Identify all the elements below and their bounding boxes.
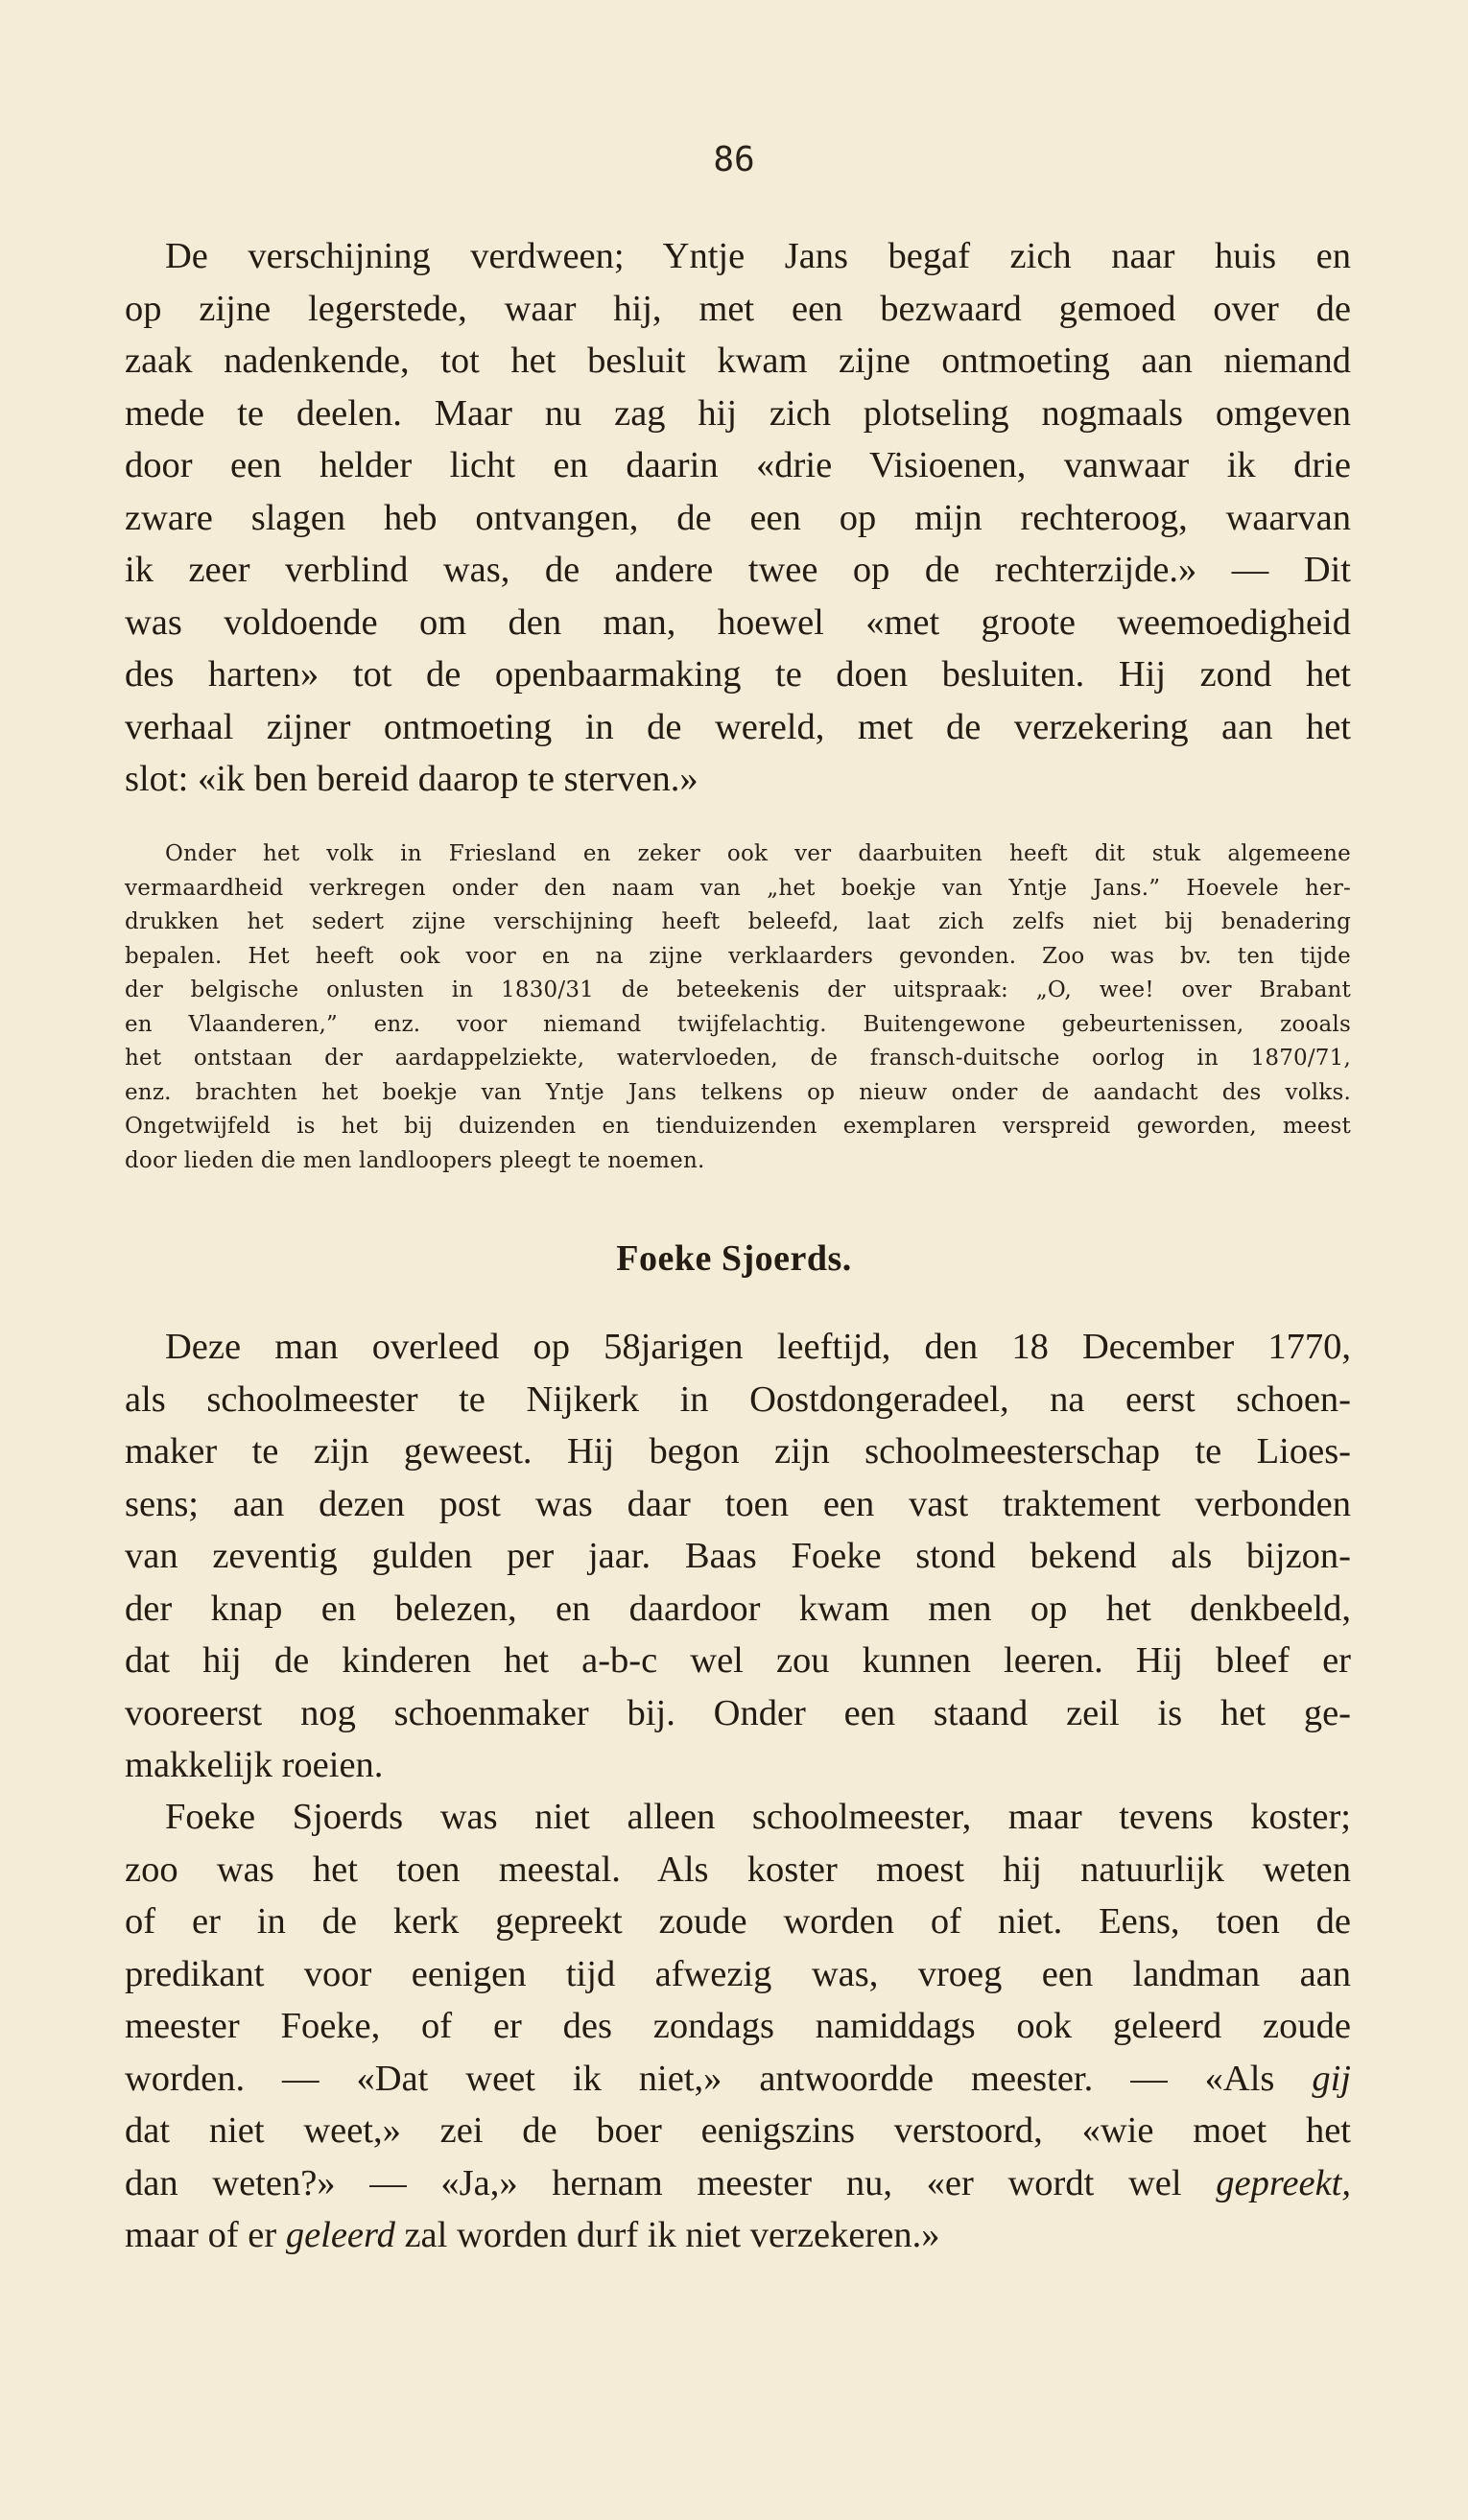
text-line: De verschijning verdween; Yntje Jans begaf zich naar huis en [165,236,1351,276]
text-line: meester Foeke, of er des zondags namiddags ook geleerd zoude [125,2006,1351,2046]
text-line: slot: «ik ben bereid daarop te sterven.» [125,759,698,799]
section-heading: Foeke Sjoerds. [616,1238,852,1279]
note-line: Ongetwijfeld is het bij duizenden en tienduizenden exemplaren verspreid geworden, meest [125,1114,1351,1139]
paragraph-3 [125,1791,1351,2262]
footnote-block [125,837,1351,1178]
text-line: predikant voor eenigen tijd afwezig was, vroeg een landman aan [125,1953,1351,1994]
note-line: en Vlaanderen,” enz. voor niemand twijfelachtig. Buitengewone gebeurtenissen, zooals [125,1011,1351,1037]
note-line: het ontstaan der aardappelziekte, watervloeden, de fransch-duitsche oorlog in 1870/71, [125,1046,1351,1071]
note-line: drukken het sedert zijne verschijning heeft beleefd, laat zich zelfs niet bij benadering [125,909,1351,934]
text-line: maker te zijn geweest. Hij begon zijn schoolmeesterschap te Lioes- [125,1431,1351,1472]
text-line: des harten» tot de openbaarmaking te doen besluiten. Hij zond het [125,654,1351,695]
text-line: zoo was het toen meestal. Als koster moest hij natuurlijk weten [125,1849,1351,1890]
text-line: zaak nadenkende, tot het besluit kwam zijne ontmoeting aan niemand [125,341,1351,381]
text-line [125,2209,1351,2262]
note-line: bepalen. Het heeft ook voor en na zijne verklaarders gevonden. Zoo was bv. ten tijde [125,943,1351,969]
paragraph-1 [125,230,1351,806]
text-line: verhaal zijner ontmoeting in de wereld, met de verzekering aan het [125,706,1351,747]
note-line: vermaardheid verkregen onder den naam van „het boekje van Yntje Jans.” Hoevele her- [125,875,1351,901]
text-line: als schoolmeester te Nijkerk in Oostdongeradeel, na eerst schoen- [125,1378,1351,1420]
text-line: op zijne legerstede, waar hij, met een bezwaard gemoed over de [125,288,1351,329]
text-segment: zal worden durf ik niet verzekeren.» [404,2215,940,2255]
italic-word: gepreekt, [1216,2162,1351,2203]
text-segment: dan weten?» — «Ja,» hernam meester nu, «er wordt wel [125,2162,1182,2203]
text-line [125,2053,1351,2106]
note-line: der belgische onlusten in 1830/31 de beteekenis der uitspraak: „O, wee! over Brabant [125,977,1351,1002]
text-line: dat niet weet,» zei de boer eenigszins verstoord, «wie moet het [125,2110,1351,2151]
text-line: ik zeer verblind was, de andere twee op de rechterzijde.» — Dit [125,550,1351,590]
text-line: door een helder licht en daarin «drie Visioenen, vanwaar ik drie [125,445,1351,485]
text-line: Foeke Sjoerds was niet alleen schoolmeester, maar tevens koster; [165,1797,1351,1837]
text-line: zware slagen heb ontvangen, de een op mijn rechteroog, waarvan [125,497,1351,538]
italic-word: gij [1312,2058,1351,2099]
text-line: of er in de kerk gepreekt zoude worden of niet. Eens, toen de [125,1901,1351,1942]
paragraph-2 [125,1321,1351,1792]
note-line: door lieden die men landloopers pleegt te noemen. [125,1147,705,1173]
text-line: dat hij de kinderen het a-b-c wel zou kunnen leeren. Hij bleef er [125,1640,1351,1681]
text-line: der knap en belezen, en daardoor kwam men op het denkbeeld, [125,1588,1351,1629]
page-number: 86 [713,140,755,179]
note-line: Onder het volk in Friesland en zeker ook ver daarbuiten heeft dit stuk algemeene [165,841,1351,866]
note-line: enz. brachten het boekje van Yntje Jans telkens op nieuw onder de aandacht des volks. [125,1079,1351,1105]
text-line: van zeventig gulden per jaar. Baas Foeke stond bekend als bijzon- [125,1536,1351,1576]
text-line: Deze man overleed op 58jarigen leeftijd, den 18 December 1770, [165,1327,1351,1367]
text-line: vooreerst nog schoenmaker bij. Onder een staand zeil is het ge- [125,1692,1351,1733]
text-line [125,2157,1351,2210]
text-line: makkelijk roeien. [125,1745,384,1785]
text-line: mede te deelen. Maar nu zag hij zich plotseling nogmaals omgeven [125,392,1351,434]
text-segment: worden. — «Dat weet ik niet,» antwoordde meester. — «Als [125,2058,1275,2099]
italic-word: geleerd [285,2215,395,2255]
text-line: sens; aan dezen post was daar toen een vast traktement verbonden [125,1483,1351,1524]
text-segment: maar of er [125,2215,277,2255]
text-line: was voldoende om den man, hoewel «met groote weemoedigheid [125,601,1351,643]
